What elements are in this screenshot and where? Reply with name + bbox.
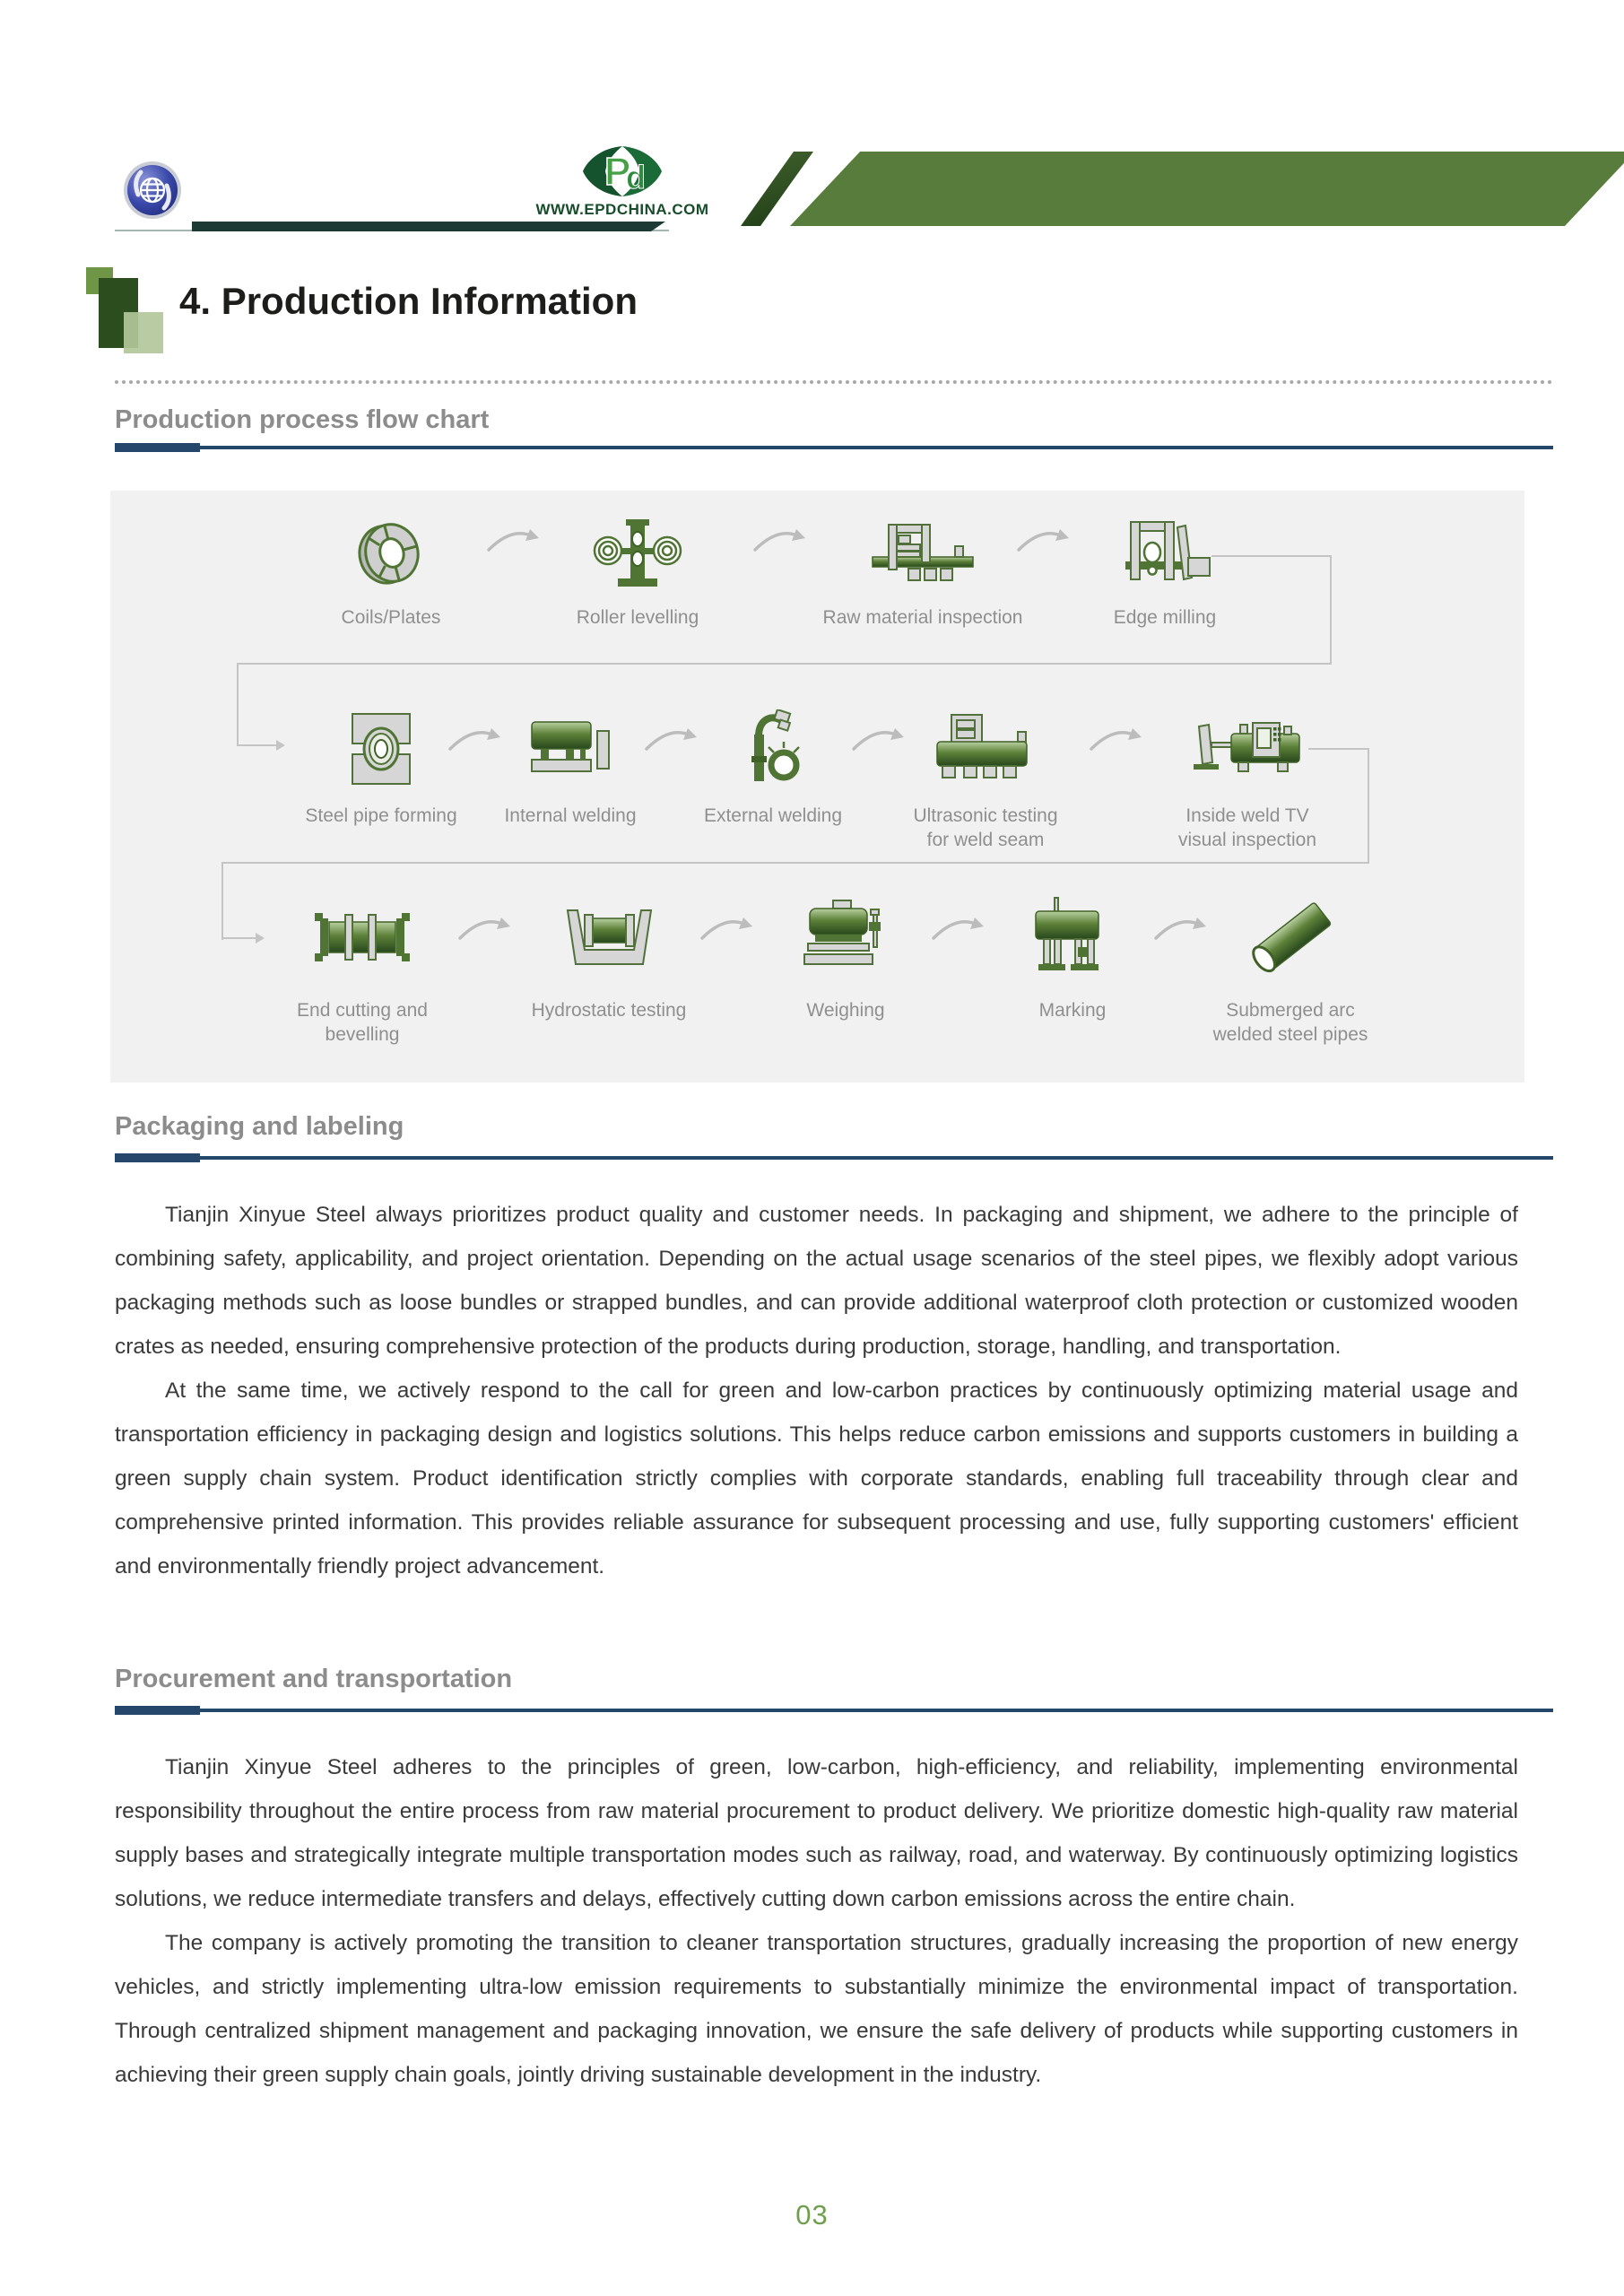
weighing-icon [799,899,893,978]
flow-arrow-icon [696,910,759,946]
flow-step-label: Inside weld TV visual inspection [1177,805,1317,850]
flow-step-label: Ultrasonic testing for weld seam [913,805,1058,850]
flow-connector-line [1368,748,1369,864]
flow-connector-line [1330,555,1332,665]
flow-connector-line [221,937,257,939]
flow-arrow-icon [1085,721,1148,757]
flow-step-label: End cutting and bevelling [297,1000,428,1045]
end-cutting-bevelling-icon [313,909,412,968]
flow-section-rule [115,443,1553,452]
inside-weld-tv-icon [1192,716,1304,783]
chapter-title: 4. Production Information [179,280,638,322]
packaging-section-heading: Packaging and labeling [115,1112,404,1141]
flow-step-ultrasonic-testing [900,709,1071,852]
header-accent-bar [192,222,665,231]
flow-step-label: Roller levelling [576,607,699,628]
flow-connector-line [221,862,1369,864]
svg-text:d: d [626,159,646,196]
flow-step-label: Hydrostatic testing [531,1000,687,1021]
flow-step-hydrostatic-testing [497,898,721,1022]
packaging-paragraph-2: At the same time, we actively respond to the call for green and low-carbon practices by continuously optimizing material usage and transportation efficiency in packaging design and logistics solutions. This helps reduce carbon emissions and supports customers in building a green supply chain system. Product identification strictly complies with corporate standards, enabling full traceability through clear and comprehensive printed information. This provides reliable assurance for subsequent processing and use, fully supporting customers' efficient and environmentally friendly project advancement. [115,1378,1518,1578]
flow-step-inside-weld-tv [1162,709,1333,852]
flow-step-edge-milling [1053,509,1277,630]
procurement-paragraph-2: The company is actively promoting the transition to cleaner transportation structures, gradually increasing the proportion of new energy vehicles, and strictly implementing ultra-low emission requirements to substantially minimize the environmental impact of transportation. Through centralized shipment management and packaging innovation, we ensure the safe delivery of products while supporting customers in achieving their green supply chain goals, jointly driving sustainable development in the industry. [115,1931,1518,2087]
company-globe-logo-icon [123,161,182,220]
hydrostatic-testing-icon [562,905,656,971]
svg-text:P: P [604,150,631,194]
flow-step-end-cutting-bevelling [291,898,434,1047]
flow-arrow-icon [454,910,517,946]
procurement-paragraph-1: Tianjin Xinyue Steel adheres to the principles of green, low-carbon, high-efficiency, and reliability, implementing environmental responsibility throughout the entire process from raw material procurement to product delivery. We prioritize domestic high-quality raw material supply bases and strategically integrate multiple transportation modes such as railway, road, and waterway. By continuously optimizing logistics solutions, we reduce intermediate transfers and delays, effectively cutting down carbon emissions across the entire chain. [115,1755,1518,1911]
packaging-paragraph-1: Tianjin Xinyue Steel always prioritizes product quality and customer needs. In packaging and shipment, we adhere to the principle of combining safety, applicability, and project orientation. Depending on the actual usage scenarios of the steel pipes, we flexibly adopt various packaging methods such as loose bundles or strapped bundles, and can provide additional waterproof cloth protection or customized wooden crates as needed, ensuring comprehensive protection of the products during production, storage, handling, and transportation. [115,1203,1518,1359]
flow-arrow-icon [444,721,507,757]
flow-step-label: Submerged arc welded steel pipes [1212,1000,1368,1045]
dotted-separator [115,380,1553,384]
internal-welding-icon [528,715,613,783]
raw-material-inspection-icon [869,517,977,589]
roller-levelling-icon [593,517,682,589]
flow-connector-line [221,862,223,940]
flow-step-roller-levelling [525,509,750,630]
flow-arrow-icon [482,522,545,558]
steel-pipe-forming-icon [345,710,417,787]
page-number: 03 [795,2199,829,2231]
flow-arrow-icon [1012,522,1075,558]
packaging-paragraphs [115,1193,1518,1588]
flow-arrow-icon [927,910,990,946]
epd-china-logo-icon [579,144,665,199]
flow-step-raw-material-inspection [811,509,1035,630]
flow-connector-line [237,663,1332,665]
flow-step-label: Coils/Plates [341,607,441,628]
flow-chart-panel [110,491,1524,1083]
flow-step-label: External welding [703,805,843,826]
flow-connector-line [1211,555,1332,557]
marking-icon [1028,897,1117,979]
chapter-squares-icon [86,267,167,355]
flow-step-label: Edge milling [1113,607,1217,628]
edge-milling-icon [1118,517,1212,590]
flow-connector-arrowhead [256,933,265,944]
flow-arrow-icon [1150,910,1212,946]
flow-section-heading: Production process flow chart [115,405,490,434]
coils-plates-icon [352,515,430,592]
header-banner [790,152,1624,226]
flow-step-label: Steel pipe forming [305,805,457,826]
flow-arrow-icon [640,721,703,757]
packaging-section-rule [115,1153,1553,1162]
flow-arrow-icon [749,522,812,558]
flow-arrow-icon [847,721,910,757]
procurement-section-heading: Procurement and transportation [115,1665,513,1693]
flow-step-label: Weighing [806,1000,885,1021]
submerged-arc-pipes-icon [1244,893,1338,983]
flow-step-coils-plates [279,509,503,630]
epd-website-caption: WWW.EPDCHINA.COM [535,201,709,218]
flow-step-submerged-arc-pipes [1194,898,1387,1047]
procurement-section-rule [115,1706,1553,1715]
flow-step-label: Raw material inspection [822,607,1023,628]
flow-connector-line [1308,748,1369,750]
procurement-paragraphs [115,1745,1518,2097]
flow-step-label: Marking [1038,1000,1107,1021]
flow-step-weighing [734,898,958,1022]
flow-connector-line [237,663,239,746]
ultrasonic-testing-icon [932,713,1039,785]
external-welding-icon [740,709,807,788]
flow-step-label: Internal welding [504,805,637,826]
